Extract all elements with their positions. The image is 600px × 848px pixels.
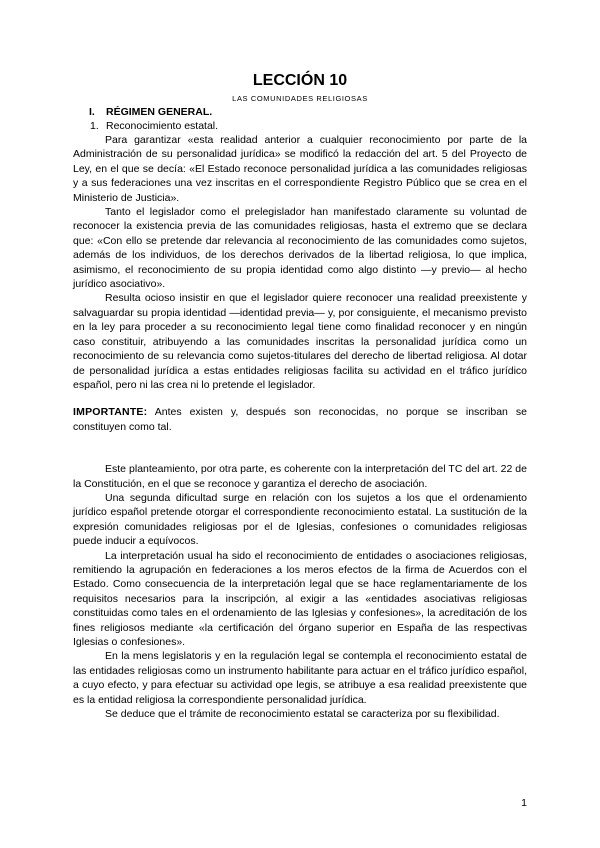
lesson-title: LECCIÓN 10 <box>252 72 348 89</box>
important-note <box>73 405 527 434</box>
section-title: RÉGIMEN GENERAL. <box>106 106 213 118</box>
important-label: IMPORTANTE: <box>73 406 148 419</box>
paragraph: La interpretación usual ha sido el reconocimiento de entidades o asociaciones religiosas, remitiendo la agrupación en federaciones a los meros efectos de la firma de Acuerdos con el Estado. Como consecuencia de la interpretación legal que se hace reglamentariamente de los requisitos necesarios para la inscripción, al exigir a las «entidades asociativas religiosas constituidas como tales en el ordenamiento de las Iglesias y confesiones», la acreditación de los fines religiosos mediante «la certificación del órgano superior en España de las respectivas Iglesias o confesiones». <box>73 549 527 648</box>
paragraph: Para garantizar «esta realidad anterior a cualquier reconocimiento por parte de la Administración de su personalidad jurídica» se modificó la redacción del art. 5 del Proyecto de Ley, en el que se decía: «El Estado reconoce personalidad jurídica a las comunidades religiosas y a sus federaciones una vez inscritas en el correspondiente Registro Público que se crea en el Ministerio de Justicia». <box>73 134 527 204</box>
important-text: Antes existen y, después son reconocidas, no porque se inscriban se constituyen como tal. <box>73 406 527 433</box>
paragraph: En la mens legislatoris y en la regulación legal se contempla el reconocimiento estatal de las entidades religiosas como un instrumento habilitante para actuar en el tráfico jurídico español, a cuyo efecto, y para efectuar su actividad ope legis, se atribuye a esa realidad preexistente que es la entidad religiosa la correspondiente personalidad jurídica. <box>73 650 527 706</box>
section-number: I. <box>89 106 95 118</box>
paragraph: Este planteamiento, por otra parte, es coherente con la interpretación del TC del art. 22 de la Constitución, en el que se reconoce y garantiza el derecho de asociación. <box>73 463 527 490</box>
spacer <box>73 434 527 462</box>
subsection-heading <box>73 119 527 133</box>
lesson-subtitle: LAS COMUNIDADES RELIGIOSAS <box>232 94 368 103</box>
subsection-number: 1. <box>90 120 99 132</box>
subsection-title: Reconocimiento estatal. <box>106 120 219 132</box>
paragraph: Resulta ocioso insistir en que el legislador quiere reconocer una realidad preexistente y salvaguardar su propia identidad —identidad previa— y, por consiguiente, el mecanismo previsto en la ley para proceder a su reconocimiento legal tiene como finalidad reconocer y en ningún caso constituir, atribuyendo a las comunidades inscritas la personalidad jurídica como un reconocimiento de su relevancia como sujetos-titulares del derecho de libertad religiosa. Al dotar de personalidad jurídica a estas entidades religiosas facilita su actividad en el tráfico jurídico español, pero ni las crea ni lo pretende el legislador. <box>73 292 527 391</box>
paragraph: Tanto el legislador como el prelegislador han manifestado claramente su voluntad de reconocer la existencia previa de las comunidades religiosas, hasta el extremo que se declara que: «Con ello se pretende dar relevancia al reconocimiento de las comunidades como sujetos, además de los individuos, de los derechos derivados de la libertad religiosa, lo que implica, asimismo, el reconocimiento de su propia identidad como algo distinto —y previo— al hecho jurídico asociativo». <box>73 206 527 291</box>
paragraph: Una segunda dificultad surge en relación con los sujetos a los que el ordenamiento jurídico español pretende otorgar el correspondiente reconocimiento estatal. La sustitución de la expresión comunidades religiosas por el de Iglesias, confesiones o comunidades religiosas puede inducir a equívocos. <box>73 491 527 548</box>
section-heading <box>73 105 527 119</box>
page-number: 1 <box>521 797 527 809</box>
paragraph: Se deduce que el trámite de reconocimiento estatal se caracteriza por su flexibilidad. <box>105 708 500 721</box>
